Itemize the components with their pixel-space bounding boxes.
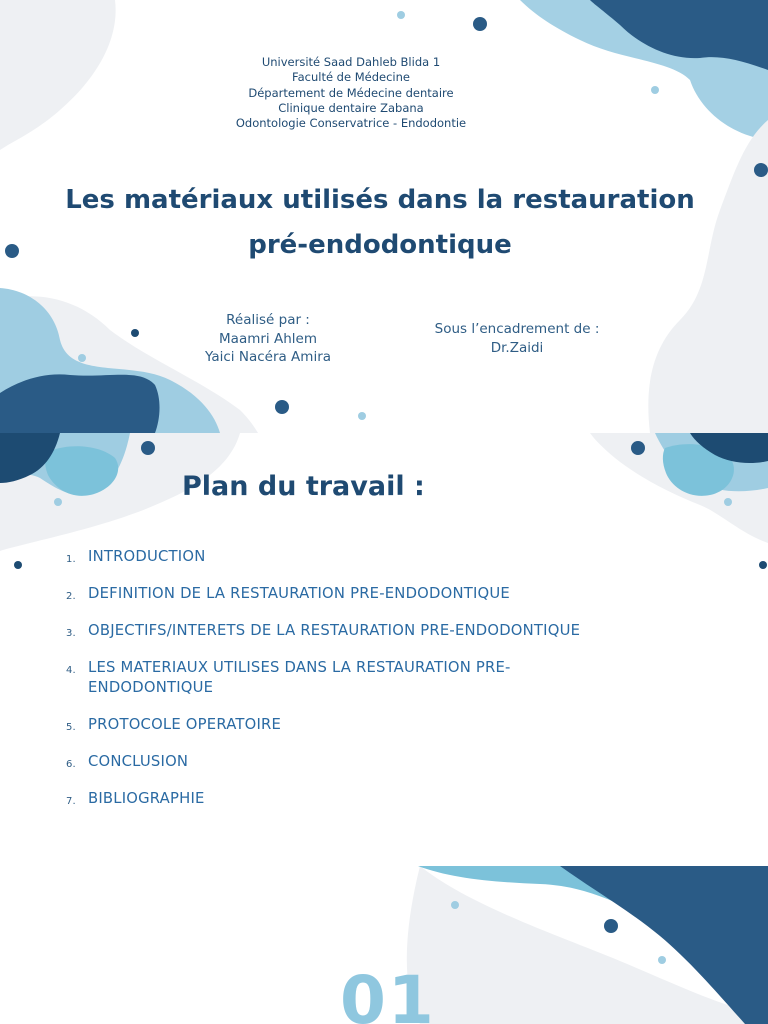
plan-item: [66, 752, 706, 772]
plan-item: [66, 789, 706, 809]
dot: [658, 956, 666, 964]
dot: [358, 412, 366, 420]
supervisor-label: Sous l’encadrement de :: [434, 321, 600, 337]
supervisor-block: [417, 320, 617, 357]
plan-item: [66, 621, 706, 641]
title-line: Les matériaux utilisés dans la restauration: [65, 185, 695, 215]
supervisor-name: Dr.Zaidi: [490, 339, 544, 356]
institution-header: [0, 55, 702, 131]
dot: [724, 498, 732, 506]
author-name: Maamri Ahlem: [219, 330, 317, 347]
plan-item-number: 1.: [66, 554, 76, 565]
dot: [54, 498, 62, 506]
dot: [141, 441, 155, 455]
author-name: Yaici Nacéra Amira: [204, 349, 332, 365]
dot: [275, 400, 289, 414]
institution-line: Département de Médecine dentaire: [248, 85, 454, 100]
section-slide: [0, 866, 768, 1024]
plan-item-text: LES MATERIAUX UTILISES DANS LA RESTAURATION PRE-ENDODONTIQUE: [88, 659, 511, 696]
institution-line: Odontologie Conservatrice - Endodontie: [235, 116, 467, 131]
dot: [604, 919, 618, 933]
plan-item-number: 6.: [66, 759, 76, 770]
institution-line: Clinique dentaire Zabana: [278, 100, 424, 115]
plan-item-number: 7.: [66, 796, 76, 807]
outline-slide: [0, 433, 768, 866]
plan-item: [66, 584, 706, 604]
dot: [473, 17, 487, 31]
plan-item: [66, 658, 588, 698]
plan-item-text: DEFINITION DE LA RESTAURATION PRE-ENDODONTIQUE: [88, 585, 510, 602]
section-number: 01: [340, 962, 436, 1024]
plan-item: [66, 715, 706, 735]
plan-item-number: 2.: [66, 591, 76, 602]
dot: [631, 441, 645, 455]
presentation-title: [30, 178, 730, 268]
plan-item-number: 5.: [66, 722, 76, 733]
navy-blob-bottom-left: [0, 374, 160, 433]
gray-blob-right: [648, 120, 768, 433]
institution-line: Faculté de Médecine: [292, 70, 410, 85]
dot: [131, 329, 139, 337]
plan-list: [66, 547, 706, 826]
dot: [78, 354, 86, 362]
dot: [754, 163, 768, 177]
dot: [451, 901, 459, 909]
dot: [5, 244, 19, 258]
authors-label: Réalisé par :: [226, 312, 310, 328]
plan-item-text: INTRODUCTION: [88, 548, 206, 565]
plan-item-number: 3.: [66, 628, 76, 639]
dot: [14, 561, 22, 569]
plan-item-text: BIBLIOGRAPHIE: [88, 790, 205, 807]
plan-item-text: OBJECTIFS/INTERETS DE LA RESTAURATION PRE-ENDODONTIQUE: [88, 622, 581, 639]
plan-title: Plan du travail :: [182, 471, 425, 502]
institution-line: Université Saad Dahleb Blida 1: [261, 55, 441, 69]
plan-item-text: PROTOCOLE OPERATOIRE: [88, 716, 282, 733]
title-slide: [0, 0, 768, 433]
dot: [759, 561, 767, 569]
plan-item-number: 4.: [66, 665, 76, 676]
plan-item: [66, 547, 706, 567]
title-line: pré-endodontique: [248, 230, 512, 260]
dot: [397, 11, 405, 19]
plan-item-text: CONCLUSION: [88, 753, 189, 770]
authors-block: [168, 311, 368, 367]
